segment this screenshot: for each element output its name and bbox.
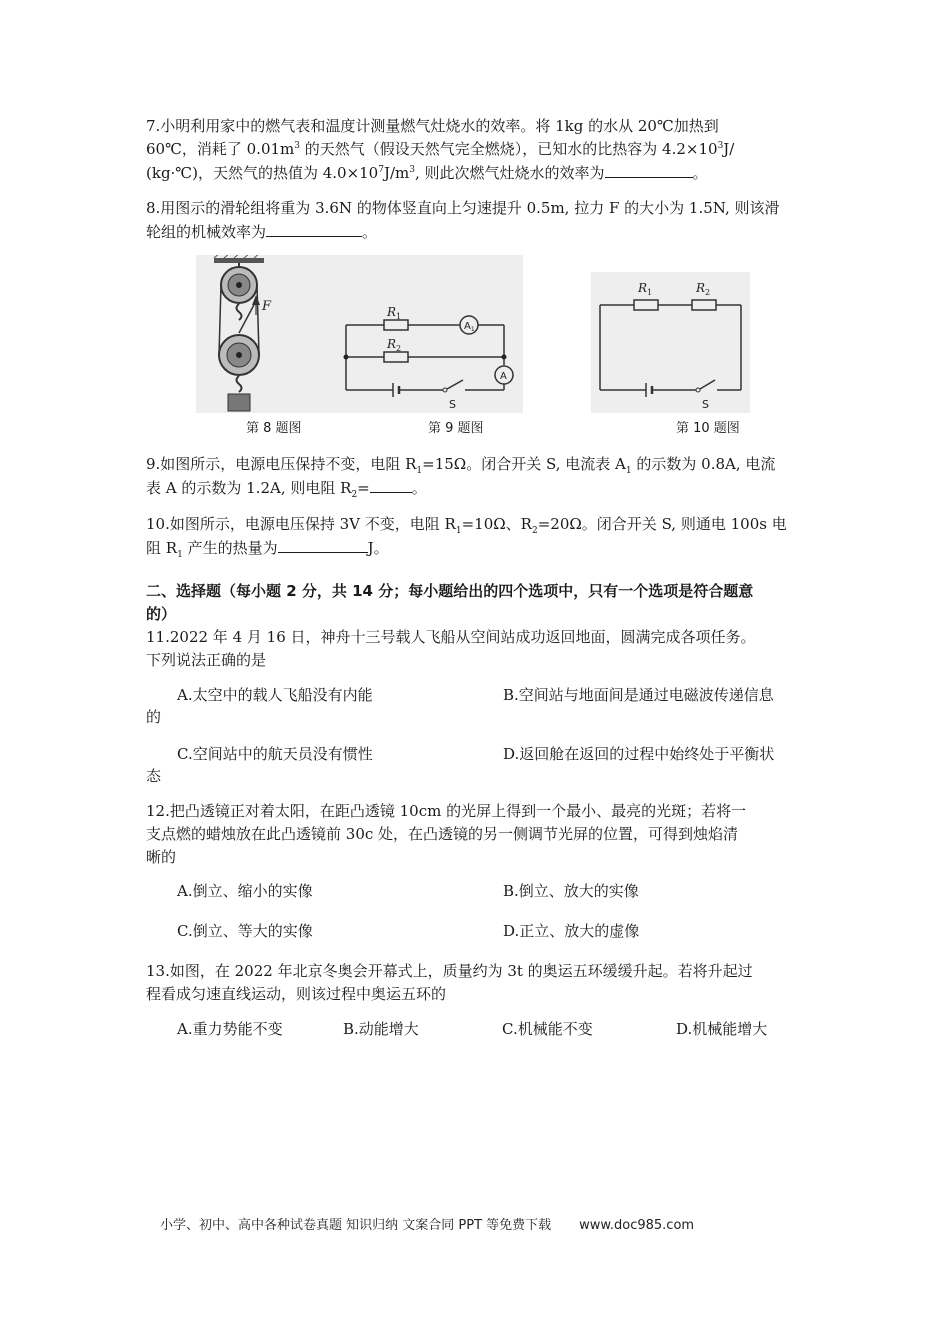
q9-line1: 9.如图所示，电源电压保持不变，电阻 $R_1=15\Omega$。闭合开关 S, 电流表 $A_1$ 的示数为 0.8A, 电流	[146, 455, 776, 476]
q12-option-c: C.倒立、等大的实像	[177, 922, 313, 940]
q12-line3: 晰的	[146, 848, 177, 866]
footer-text: 小学、初中、高中各种试卷真题 知识归纳 文案合同 PPT 等免费下载	[160, 1218, 552, 1233]
q12-option-d: D.正立、放大的虚像	[503, 922, 640, 940]
answer-blank	[278, 536, 368, 553]
q8-line2: 轮组的机械效率为 。	[146, 220, 808, 244]
q13-option-a: A.重力势能不变	[177, 1020, 283, 1038]
q8-line1: 8.用图示的滑轮组将重为 3.6N 的物体竖直向上匀速提升 0.5m, 拉力 F 的大小为 1.5N, 则该滑	[146, 199, 780, 217]
q13-option-d: D.机械能增大	[676, 1020, 768, 1038]
q7-line2: 60℃，消耗了 $0.01m^3$ 的天然气（假设天然气完全燃烧），已知水的比热容为 $4.2\times 10^3J/$	[146, 140, 735, 158]
footer-url[interactable]: www.doc985.com	[579, 1218, 695, 1233]
q12-option-b: B.倒立、放大的实像	[503, 882, 639, 900]
figure-8-caption: 第 8 题图	[246, 421, 302, 436]
section-2-heading: 二、选择题（每小题 2 分，共 14 分；每小题给出的四个选项中，只有一个选项是符合题意 的）	[146, 582, 754, 623]
svg-text:R1: $R_1$	[387, 305, 402, 321]
figure-10-circuit	[591, 272, 750, 413]
q11-option-c: C.空间站中的航天员没有惯性	[177, 745, 373, 763]
q12-option-a: A.倒立、缩小的实像	[177, 882, 313, 900]
answer-blank	[370, 476, 412, 493]
question-11	[146, 626, 808, 672]
question-9	[146, 453, 808, 500]
figure-9-circuit	[331, 255, 523, 413]
question-7	[146, 115, 808, 185]
q12-line2: 支点燃的蜡烛放在此凸透镜前 30c 处，在凸透镜的另一侧调节光屏的位置，可得到烛焰清	[146, 825, 739, 843]
q11-option-d-wrap: 态	[146, 767, 162, 785]
q13-option-c: C.机械能不变	[502, 1020, 593, 1038]
page-footer	[160, 1214, 694, 1233]
q13-option-b: B.动能增大	[343, 1020, 419, 1038]
q9-line2: 表 A 的示数为 1.2A, 则电阻 $R_2=$ 。	[146, 476, 808, 500]
q12-line1: 12.把凸透镜正对着太阳，在距凸透镜 10cm 的光屏上得到一个最小、最亮的光斑；若将一	[146, 802, 747, 820]
svg-text:R2: $R_2$	[387, 337, 402, 353]
svg-text:A: A	[500, 371, 507, 382]
q11-line1: 11.2022 年 4 月 16 日，神舟十三号载人飞船从空间站成功返回地面，圆满完成各项任务。	[146, 628, 756, 646]
q11-option-b: B.空间站与地面间是通过电磁波传递信息	[503, 686, 774, 704]
figure-10-caption: 第 10 题图	[676, 421, 740, 436]
q11-option-b-wrap: 的	[146, 708, 162, 726]
q10-line2: 阻 $R_1$ 产生的热量为 J。	[146, 536, 808, 560]
q10-line1: 10.如图所示，电源电压保持 3V 不变，电阻 $R_1=10\Omega$、$R_2=20\Omega$。闭合开关 S, 则通电 100s 电	[146, 515, 787, 536]
q7-line3: (kg·℃)，天然气的热值为 $4.0\times 10^7J/m^3$, 则此次燃气灶烧水的效率为 。	[146, 161, 808, 185]
figure-8-pulley	[196, 255, 331, 413]
figure-9-caption: 第 9 题图	[428, 421, 484, 436]
q13-line1: 13.如图，在 2022 年北京冬奥会开幕式上，质量约为 3t 的奥运五环缓缓升起。若将升起过	[146, 962, 753, 980]
svg-text:S: S	[702, 398, 709, 411]
question-10	[146, 513, 808, 560]
q11-line2: 下列说法正确的是	[146, 651, 267, 669]
answer-blank	[605, 161, 693, 178]
question-13	[146, 960, 808, 1006]
force-label: F	[262, 299, 272, 314]
svg-text:R1: $R_1$	[638, 281, 653, 297]
answer-blank	[266, 220, 362, 237]
q11-option-a: A.太空中的载人飞船没有内能	[177, 686, 373, 704]
q7-line1: 7.小明利用家中的燃气表和温度计测量燃气灶烧水的效率。将 1kg 的水从 20℃加热到	[146, 117, 719, 135]
svg-text:A1: $A_1$	[464, 321, 475, 333]
svg-text:S: S	[449, 398, 456, 411]
q13-line2: 程看成匀速直线运动，则该过程中奥运五环的	[146, 985, 447, 1003]
svg-text:R2: $R_2$	[696, 281, 711, 297]
q11-option-d: D.返回舱在返回的过程中始终处于平衡状	[503, 745, 775, 763]
question-8	[146, 197, 808, 244]
question-12	[146, 800, 808, 869]
